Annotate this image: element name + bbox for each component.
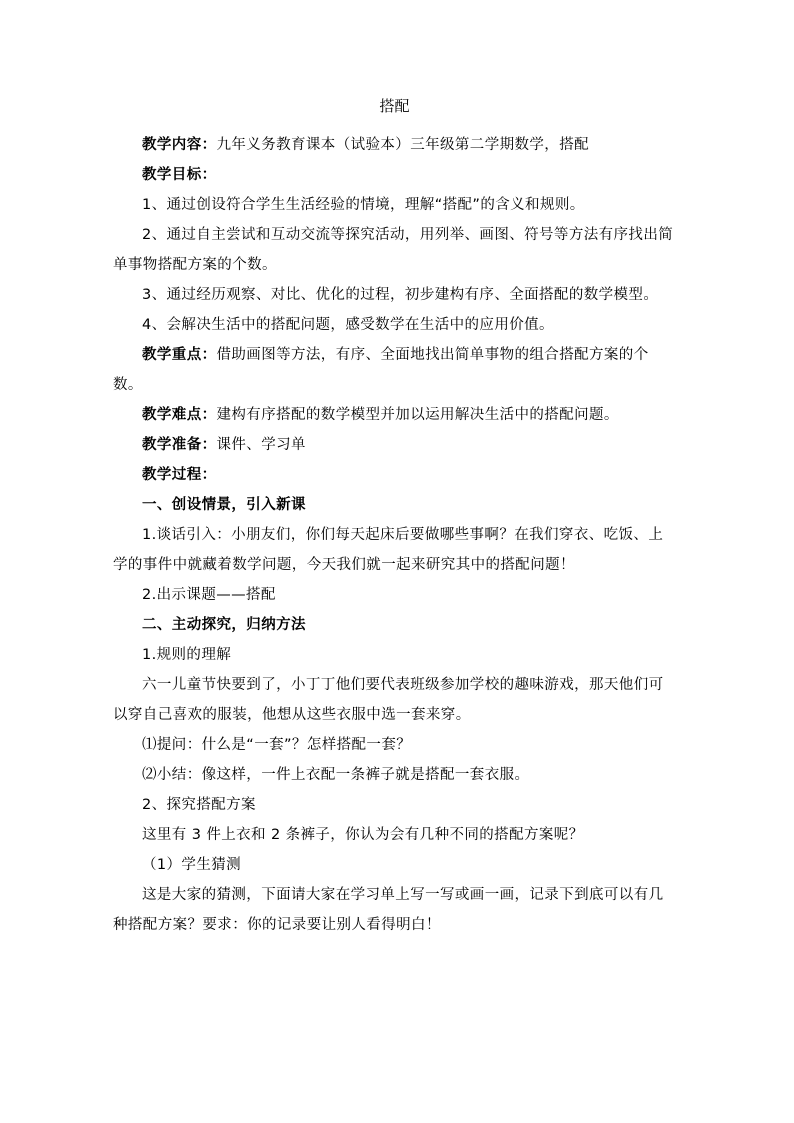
section-heading-1: 一、创设情景，引入新课 <box>142 497 306 513</box>
objective-2: 2、通过自主尝试和互动交流等探究活动，用列举、画图、符号等方法有序找出简单事物搭配方案的个数。 <box>113 227 674 273</box>
paragraph-process <box>113 460 676 490</box>
paragraph-difficulties: 教学难点：建构有序搭配的数学模型并加以运用解决生活中的搭配问题。 <box>142 407 619 423</box>
paragraph-objectives <box>113 160 676 190</box>
paragraph-summary: ⑵小结：像这样，一件上衣配一条裤子就是搭配一套衣服。 <box>142 767 530 783</box>
objective-1: 1、通过创设符合学生生活经验的情境，理解“搭配”的含义和规则。 <box>142 197 585 213</box>
label-preparation: 教学准备： <box>142 437 217 453</box>
label-difficulties: 教学难点： <box>142 407 217 423</box>
objective-3: 3、通过经历观察、对比、优化的过程，初步建构有序、全面搭配的数学模型。 <box>142 287 659 303</box>
section-heading-2: 二、主动探究，归纳方法 <box>142 617 306 633</box>
paragraph-question: ⑴提问：什么是“一套”？怎样搭配一套？ <box>142 737 412 753</box>
label-key-points: 教学重点： <box>142 347 217 363</box>
paragraph-intro-talk: 1.谈话引入：小朋友们，你们每天起床后要做哪些事啊？在我们穿衣、吃饭、上学的事件中就藏着数学问题，今天我们就一起来研究其中的搭配问题！ <box>113 527 664 573</box>
paragraph-explore-plan: 2、探究搭配方案 <box>142 797 256 813</box>
objective-4: 4、会解决生活中的搭配问题，感受数学在生活中的应用价值。 <box>142 317 554 333</box>
paragraph-student-guess: （1）学生猜测 <box>142 857 242 873</box>
label-objectives: 教学目标： <box>142 167 217 183</box>
paragraph-childrens-day: 六一儿童节快要到了，小丁丁他们要代表班级参加学校的趣味游戏，那天他们可以穿自己喜欢的服装，他想从这些衣服中选一套来穿。 <box>113 677 664 723</box>
paragraph-key-points: 教学重点：借助画图等方法，有序、全面地找出简单事物的组合搭配方案的个数。 <box>113 347 649 393</box>
paragraph-rule-understanding: 1.规则的理解 <box>142 647 232 663</box>
page-title: 搭配 <box>379 97 410 115</box>
label-process: 教学过程： <box>142 467 217 483</box>
paragraph-worksheet: 这是大家的猜测，下面请大家在学习单上写一写或画一画，记录下到底可以有几种搭配方案？要求：你的记录要让别人看得明白！ <box>113 887 664 933</box>
paragraph-preparation: 教学准备：课件、学习单 <box>142 437 306 453</box>
paragraph-clothes-count: 这里有 3 件上衣和 2 条裤子，你认为会有几种不同的搭配方案呢？ <box>142 827 584 843</box>
label-content: 教学内容： <box>142 137 217 153</box>
paragraph-content: 教学内容：九年义务教育课本（试验本）三年级第二学期数学，搭配 <box>142 137 589 153</box>
paragraph-show-topic: 2.出示课题——搭配 <box>142 587 276 603</box>
document-page <box>113 95 676 940</box>
